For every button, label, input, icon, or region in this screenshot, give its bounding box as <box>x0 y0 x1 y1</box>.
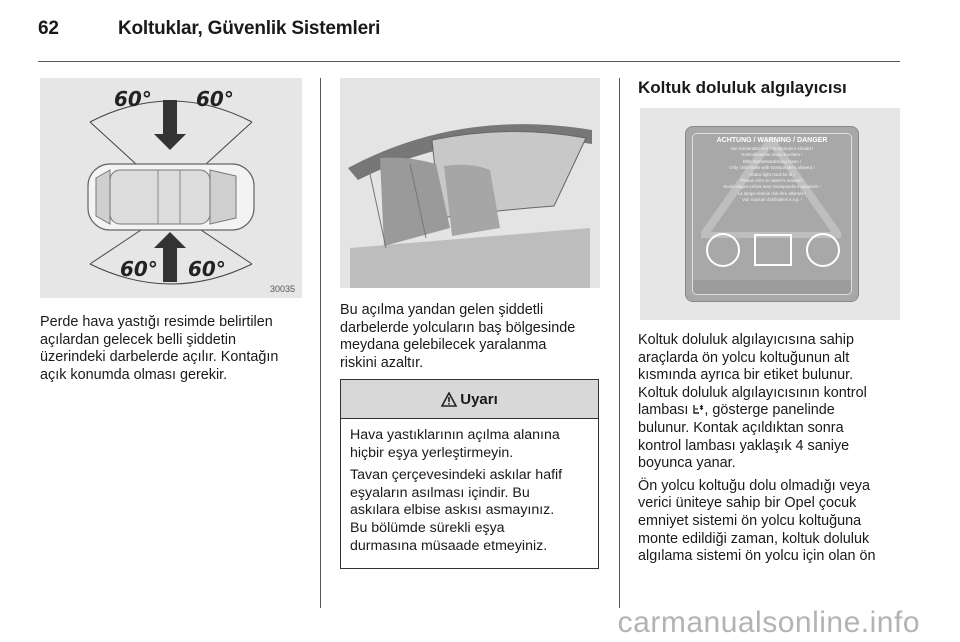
angle-label-bottom-right: 60° <box>188 257 226 281</box>
label-lines: Nur Kindersitze mit Transpondern erlaubt ! Kontrollleuchte muss leuchten ! Bitte Betriebsanleitung lesen ! Only child seats with transponders allowed ! Status light must be lit ! Please refer to owner's manual ! Seuls sièges enfant avec transpondeur autorisés ! La lampe témoin doit être allumée ! Voir manuel d'utilisation s.v.p. ! <box>723 146 821 203</box>
warning-paragraph-1: Hava yastıklarının açılma alanına hiçbir eşya yerleştirmeyin. <box>350 427 560 461</box>
warning-header <box>341 380 598 419</box>
figure-ref-number: 30035 <box>270 284 296 294</box>
airbag-angle-diagram <box>40 78 302 298</box>
page-title: Koltuklar, Güvenlik Sistemleri <box>118 18 381 39</box>
curtain-airbag-text <box>340 302 605 377</box>
airbag-paragraph: Perde hava yastığı resimde belirtilen açılardan gelecek belli şiddetin üzerindeki darbelerde açılır. Kontağın açık konumda olması gerekir. <box>40 314 279 383</box>
warning-label-sticker <box>685 126 859 302</box>
warning-paragraph-2: Tavan çerçevesindeki askılar hafif eşyaların asılması içindir. Bu askılara elbise askısı asmayınız. Bu bölümde sürekli eşya durmasına müsaade etmeyiniz. <box>350 467 563 554</box>
seat-sensor-icon <box>706 233 740 267</box>
angle-label-bottom-left: 60° <box>120 257 158 281</box>
occupant-sensor-paragraph-1: Koltuk doluluk algılayıcısına sahip araçlarda ön yolcu koltuğunun alt kısmında ayrıca bir etiket bulunur. Koltuk doluluk algılayıcısının kontrol lambası , gösterge panelinde bulunur. Kontak açıldıktan sonra kontrol lambası yaklaşık 4 saniye boyunca yanar. <box>638 332 867 472</box>
warning-content <box>341 419 598 555</box>
seat-occupancy-lamp-icon <box>692 403 704 416</box>
section-title: Koltuk doluluk algılayıcısı <box>638 78 847 97</box>
curtain-airbag-illustration <box>340 78 600 288</box>
down-arrow-icon <box>154 100 186 150</box>
warning-triangle-icon <box>441 392 457 407</box>
angle-label-top-left: 60° <box>114 87 152 111</box>
angle-label-top-right: 60° <box>196 87 234 111</box>
manual-book-icon <box>754 234 792 266</box>
page-number: 62 <box>38 18 59 39</box>
curtain-airbag-image <box>340 78 600 288</box>
warning-box <box>340 379 599 569</box>
up-arrow-icon <box>154 232 186 282</box>
column-divider-right <box>619 78 620 608</box>
curtain-airbag-paragraph: Bu açılma yandan gelen şiddetli darbelerde yolcuların baş bölgesinde meydana gelebilecek yaralanma riskini azaltır. <box>340 302 576 371</box>
airbag-angle-illustration <box>40 78 302 298</box>
warning-title: Uyarı <box>460 390 498 408</box>
occupant-sensor-text <box>638 332 908 571</box>
occupant-sensor-label-illustration <box>640 108 900 320</box>
child-seat-icon <box>806 233 840 267</box>
car-icon <box>88 164 254 230</box>
label-heading: ACHTUNG / WARNING / DANGER <box>716 137 828 144</box>
occupant-sensor-paragraph-2: Ön yolcu koltuğu dolu olmadığı veya verici üniteye sahip bir Opel çocuk emniyet sistemi ön yolcu koltuğuna monte edildiği zaman, koltuk doluluk algılama sistemi ön yolcu için olan ön <box>638 477 876 565</box>
site-watermark: carmanualsonline.info <box>617 606 920 639</box>
column-divider-left <box>320 78 321 608</box>
header-rule <box>38 61 900 62</box>
airbag-description <box>40 314 302 389</box>
